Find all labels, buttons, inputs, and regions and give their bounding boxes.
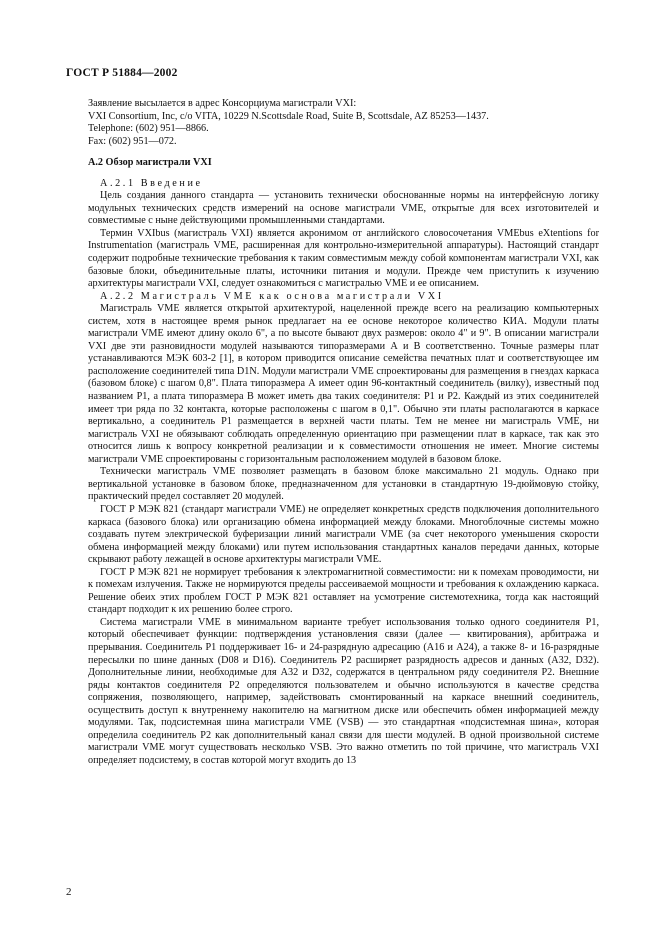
paragraph: Магистраль VME является открытой архитектурой, нацеленной прежде всего на реализацию компьютерных систем, хотя в настоящее время рынок предлагает на ее основе некоторое количество КИА. Модули платы магистрали VME имеют длину около 6", а по высоте бывают двух размеров: около 4" и 9". В описании магистрали VXI две эти разновидности модулей называются типоразмерами А и В соответственно. Точные размеры плат устанавливаются МЭК 603-2 [1], в котором приводится описание семейства печатных плат и соответствующее им расположение соединителей типа D1N. Модули магистрали VME спроектированы для размещения в гнездах каркаса (базовом блоке) с шагом 0,8". Плата типоразмера А имеет один 96-контактный соединитель (вилку), известный под названием Р1, а плата типоразмера В может иметь два таких соединителя: Р1 и Р2. Каждый из этих соединителей имеет три ряда по 32 контакта, которые расположены с шагом в 0,1". Обычно эти платы располагаются в каркасе вертикально, а соединитель Р1 размещается в верхней части платы. Тем не менее ни магистраль VME, ни магистраль VXI не обязывают соблюдать определенную ориентацию при размещении плат в каркасе, так как это относится лишь к вопросу конкретной реализации и к совместимости отношения не имеет. Многие системы магистрали VME спроектированы с горизонтальным расположением модулей в базовом блоке. [88, 303, 599, 465]
paragraph: Цель создания данного стандарта — установить технически обоснованные нормы на интерфейсную логику модульных технических средств измерений на основе магистрали VME, открытые для всех изготовителей и совместимые с ныне действующими промышленными стандартами. [88, 190, 599, 227]
section-heading: А.2 Обзор магистрали VXI [88, 157, 212, 169]
address-line: VXI Consortium, Inc, c/o VITA, 10229 N.Scottsdale Road, Suite B, Scottsdale, AZ 85253—1437. [88, 110, 489, 122]
address-line: Fax: (602) 951—072. [88, 135, 177, 147]
paragraph: ГОСТ Р МЭК 821 (стандарт магистрали VME) не определяет конкретных средств подключения дополнительного каркаса (базового блока) или организацию обмена информацией между блоками. Многоблочные системы можно создавать путем электрической буферизации линий магистрали VME (за счет некоторого уменьшения скорости обмена информацией между блоками) или путем использования стандартных каналов передачи данных, которые скрывают работу лежащей в основе архитектуры магистрали VME. [88, 503, 599, 566]
page-number: 2 [66, 886, 72, 898]
paragraph: ГОСТ Р МЭК 821 не нормирует требования к электромагнитной совместимости: ни к помехам проводимости, ни к помехам излучения. Также не нормируются пределы рассеиваемой мощности и требования к охлаждению каркаса. Решение обеих этих проблем ГОСТ Р МЭК 821 оставляет на усмотрение системотехника, тогда как настоящий стандарт подходит к их решению более строго. [88, 566, 599, 616]
address-line: Заявление высылается в адрес Консорциума магистрали VXI: [88, 98, 357, 109]
subsection-heading: А.2.2 Магистраль VME как основа магистрали VXI [100, 290, 444, 302]
subsection-heading: А.2.1 Введение [100, 177, 203, 189]
page-body [88, 98, 599, 767]
address-line: Telephone: (602) 951—8866. [88, 123, 209, 135]
paragraph: Термин VXIbus (магистраль VXI) является акронимом от английского словосочетания VMEbus eXtentions for Instrumentation (магистраль VME, расширенная для контрольно-измерительной аппаратуры). Настоящий стандарт содержит подробные технические требования к таким совместимым между собой компонентам магистрали VXI, как базовые блоки, объединительные платы, источники питания и модули. Прежде чем приступить к изучению архитектуры магистрали VXI, следует ознакомиться с магистралью VME и ее описанием. [88, 227, 599, 290]
paragraph: Технически магистраль VME позволяет размещать в базовом блоке максимально 21 модуль. Однако при вертикальной установке в базовом блоке, предназначенном для установки в стандартную 19-дюймовую стойку, практический предел составляет 20 модулей. [88, 466, 599, 503]
paragraph: Система магистрали VME в минимальном варианте требует использования только одного соединителя Р1, который обеспечивает функции: подтверждения установления связи (далее — квитирования), арбитража и прерывания. Соединитель Р1 поддерживает 16- и 24-разрядную адресацию (А16 и А24), а также 8- и 16-разрядные пересылки по шине данных (D08 и D16). Соединитель Р2 расширяет разрядность адресов и данных (А32, D32). Дополнительные линии, необходимые для А32 и D32, содержатся в центральном ряду соединителя Р2. Внешние ряды контактов соединителя Р2 определяются пользователем и обычно используются в качестве средства сопряжения, позволяющего, например, задействовать смонтированный на каркасе внешний соединитель, осуществить доступ к внутреннему накопителю на магнитном диске или обеспечить обмен информацией между модулями. Так, подсистемная шина магистрали VME (VSB) — это стандартная «подсистемная шина», которая определила соединитель Р2 как дополнительный канал связи для шести модулей. В одной произвольной системе магистрали VME могут существовать несколько VSB. Это важно отметить по той причине, что магистраль VXI определяет подсистему, в состав которой могут входить до 13 [88, 616, 599, 766]
standard-header: ГОСТ Р 51884—2002 [66, 67, 178, 79]
